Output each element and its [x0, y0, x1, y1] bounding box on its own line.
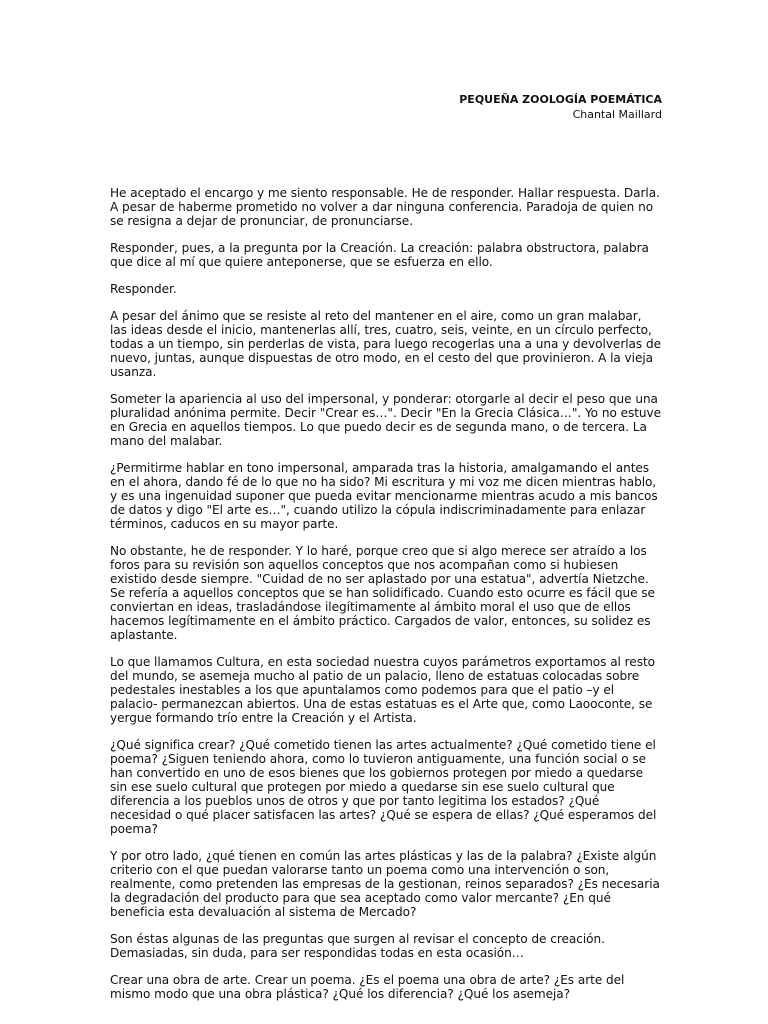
- document-title: PEQUEÑA ZOOLOGÍA POEMÁTICA: [459, 93, 662, 106]
- document-header: [110, 92, 662, 122]
- paragraph: Someter la apariencia al uso del impersonal, y ponderar: otorgarle al decir el peso que una pluralidad anónima permite. Decir "Crear es…". Decir "En la Grecia Clásica…". Yo no estuve en Grecia en aquellos tiempos. Lo que puedo decir es de segunda mano, o de tercera. La mano del malabar.: [110, 392, 662, 448]
- paragraph: No obstante, he de responder. Y lo haré, porque creo que si algo merece ser atraído a los foros para su revisión son aquellos conceptos que nos acompañan como si hubiesen existido desde siempre. "Cuidad de no ser aplastado por una estatua", advertía Nietzche. Se refería a aquellos conceptos que se han solidificado. Cuando esto ocurre es fácil que se conviertan en ideas, trasladándose ilegítimamente al ámbito moral el uso que de ellos hacemos legítimamente en el ámbito práctico. Cargados de valor, entonces, su solidez es aplastante.: [110, 544, 655, 642]
- paragraph: Y por otro lado, ¿qué tienen en común las artes plásticas y las de la palabra? ¿Existe algún criterio con el que puedan valorarse tanto un poema como una intervención o son, realmente, como pretenden las empresas de la gestionan, reinos separados? ¿Es necesaria la degradación del producto para que sea aceptado como valor mercante? ¿En qué beneficia esta devaluación al sistema de Mercado?: [110, 849, 660, 919]
- paragraph: Son éstas algunas de las preguntas que surgen al revisar el concepto de creación. Demasiadas, sin duda, para ser respondidas todas en esta ocasión…: [110, 932, 605, 960]
- paragraph: He aceptado el encargo y me siento responsable. He de responder. Hallar respuesta. Darla. A pesar de haberme prometido no volver a dar ninguna conferencia. Paradoja de quien no se resigna a dejar de pronunciar, de pronunciarse.: [110, 186, 660, 228]
- paragraph: ¿Qué significa crear? ¿Qué cometido tienen las artes actualmente? ¿Qué cometido tiene el poema? ¿Siguen teniendo ahora, como lo tuvieron antiguamente, una función social o se han convertido en uno de esos bienes que los gobiernos protegen por miedo a quedarse sin ese suelo cultural que protegen por miedo a quedarse sin ese suelo cultural que diferencia a los pueblos unos de otros y que por tanto legitima los estados? ¿Qué necesidad o qué placer satisfacen las artes? ¿Qué se espera de ellas? ¿Qué esperamos del poema?: [110, 738, 657, 836]
- paragraph: Responder, pues, a la pregunta por la Creación. La creación: palabra obstructora, palabra que dice al mí que quiere anteponerse, que se esfuerza en ello.: [110, 241, 649, 269]
- document-body: [110, 186, 662, 1001]
- paragraph: A pesar del ánimo que se resiste al reto del mantener en el aire, como un gran malabar, las ideas desde el inicio, mantenerlas allí, tres, cuatro, seis, veinte, en un círculo perfecto, todas a un tiempo, sin perderlas de vista, para luego recogerlas una a una y devolverlas de nuevo, juntas, aunque dispuestas de otro modo, en el cesto del que provinieron. A la vieja usanza.: [110, 309, 661, 379]
- document-author: Chantal Maillard: [572, 108, 662, 121]
- paragraph: Responder.: [110, 282, 177, 296]
- paragraph: Crear una obra de arte. Crear un poema. ¿Es el poema una obra de arte? ¿Es arte del mismo modo que una obra plástica? ¿Qué los diferencia? ¿Qué los asemeja?: [110, 973, 625, 1001]
- paragraph: ¿Permitirme hablar en tono impersonal, amparada tras la historia, amalgamando el antes en el ahora, dando fé de lo que no ha sido? Mi escritura y mi voz me dicen mientras hablo, y es una ingenuidad suponer que pueda evitar mencionarme mientras acudo a mis bancos de datos y digo "El arte es…", cuando utilizo la cópula indiscriminadamente para enlazar términos, caducos en su mayor parte.: [110, 461, 658, 531]
- document-page: [110, 92, 662, 1014]
- paragraph: Lo que llamamos Cultura, en esta sociedad nuestra cuyos parámetros exportamos al resto del mundo, se asemeja mucho al patio de un palacio, lleno de estatuas colocadas sobre pedestales inestables a los que apuntalamos como podemos para que el patio –y el palacio- permanezcan abiertos. Una de estas estatuas es el Arte que, como Laooconte, se yergue formando trío entre la Creación y el Artista.: [110, 655, 655, 725]
